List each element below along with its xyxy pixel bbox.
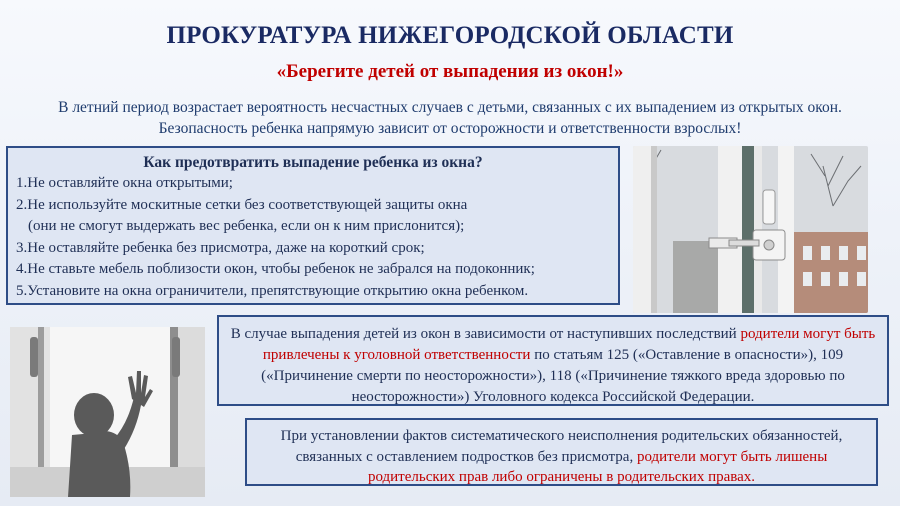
page-subtitle: «Берегите детей от выпадения из окон!»: [276, 61, 624, 82]
prevention-item: 5.Установите на окна ограничители, препятствующие открытию окна ребенком.: [16, 282, 529, 299]
rights-highlight: родители могут быть лишены родительских прав либо ограничены в родительских правах.: [367, 448, 828, 485]
liability-text-2: по статьям 125 («Оставление в опасности»), 109 («Причинение смерти по неосторожности»), 118 («Причинение тяжкого вреда здоровью по неосторожности») Уголовного кодекса Российской Федерации.: [261, 347, 845, 405]
criminal-liability-box: [217, 315, 889, 406]
intro-text: [10, 97, 890, 139]
intro-line-2: Безопасность ребенка напрямую зависит от осторожности и ответственности взрослых!: [158, 120, 742, 137]
page-title: ПРОКУРАТУРА НИЖЕГОРОДСКОЙ ОБЛАСТИ: [166, 22, 734, 49]
liability-highlight: родители могут быть привлечены к уголовной ответственности: [262, 326, 876, 363]
prevention-item: 4.Не ставьте мебель поблизости окон, чтобы ребенок не забрался на подоконник;: [16, 261, 535, 277]
prevention-item: 3.Не оставляйте ребенка без присмотра, даже на короткий срок;: [16, 239, 425, 256]
intro-line-1: В летний период возрастает вероятность несчастных случаев с детьми, связанных с их выпадением из открытых окон.: [58, 99, 842, 116]
prevention-item: 2.Не используйте москитные сетки без соответствующей защиты окна: [16, 196, 468, 213]
prevention-item: 1.Не оставляйте окна открытыми;: [16, 175, 233, 191]
prevention-item: (они не смогут выдержать вес ребенка, если он к ним прислонится);: [28, 218, 465, 234]
window-lock-photo: [633, 146, 868, 313]
prevention-box: [6, 146, 620, 305]
child-at-window-photo: [10, 327, 205, 497]
prevention-title: Как предотвратить выпадение ребенка из окна?: [143, 154, 483, 171]
rights-text: При установлении фактов систематического неисполнения родительских обязанностей, связанных с оставлением подростков без присмотра,: [280, 428, 843, 465]
parental-rights-box: [245, 418, 878, 486]
liability-text-1: В случае выпадения детей из окон в зависимости от наступивших последствий: [230, 326, 741, 342]
